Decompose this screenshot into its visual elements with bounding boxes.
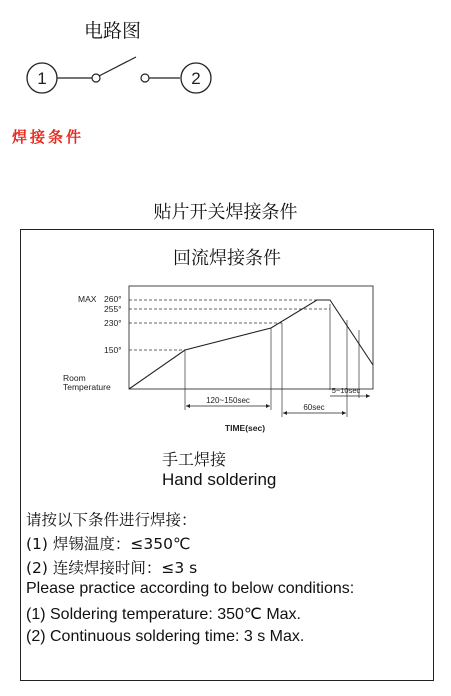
- soldering-conditions-heading: 焊接条件: [12, 128, 85, 146]
- hand-soldering-title-en: Hand soldering: [162, 470, 277, 489]
- conditions-intro-en: Please practice according to below conditions:: [26, 580, 355, 597]
- contact-right: [141, 74, 149, 82]
- peak-interval-label: 5~10sec: [331, 386, 361, 395]
- y-label-room-line2: Temperature: [63, 382, 111, 392]
- condition-temperature-en: (1) Soldering temperature: 350℃ Max.: [26, 606, 301, 623]
- switch-circuit-diagram: [24, 55, 224, 101]
- condition-time-en: (2) Continuous soldering time: 3 s Max.: [26, 628, 305, 645]
- y-label-max: MAX: [78, 294, 97, 304]
- y-label-150: 150°: [104, 345, 122, 355]
- condition-temperature-cn: (1) 焊锡温度：≤350℃: [26, 535, 191, 553]
- temperature-profile-curve: [129, 300, 373, 389]
- y-label-room-line1: Room: [63, 373, 86, 383]
- contact-left: [92, 74, 100, 82]
- terminal-2-label: 2: [191, 69, 201, 88]
- circuit-diagram-title: 电路图: [84, 20, 142, 42]
- terminal-1-label: 1: [37, 69, 47, 88]
- reflow-temperature-profile: [60, 280, 380, 435]
- y-label-255: 255°: [104, 304, 122, 314]
- smd-switch-soldering-title: 贴片开关焊接条件: [153, 202, 298, 223]
- switch-lever: [99, 57, 136, 76]
- above-230-interval-label: 60sec: [303, 403, 325, 412]
- conditions-intro-cn: 请按以下条件进行焊接：: [26, 511, 197, 529]
- preheat-interval-label: 120~150sec: [206, 396, 250, 405]
- profile-frame: [129, 286, 373, 389]
- x-axis-label: TIME(sec): [224, 423, 266, 433]
- reflow-soldering-title: 回流焊接条件: [173, 248, 281, 269]
- hand-soldering-title-cn: 手工焊接: [162, 450, 227, 469]
- y-label-230: 230°: [104, 318, 122, 328]
- y-label-260: 260°: [104, 294, 122, 304]
- condition-time-cn: (2) 连续焊接时间：≤3 s: [26, 559, 198, 577]
